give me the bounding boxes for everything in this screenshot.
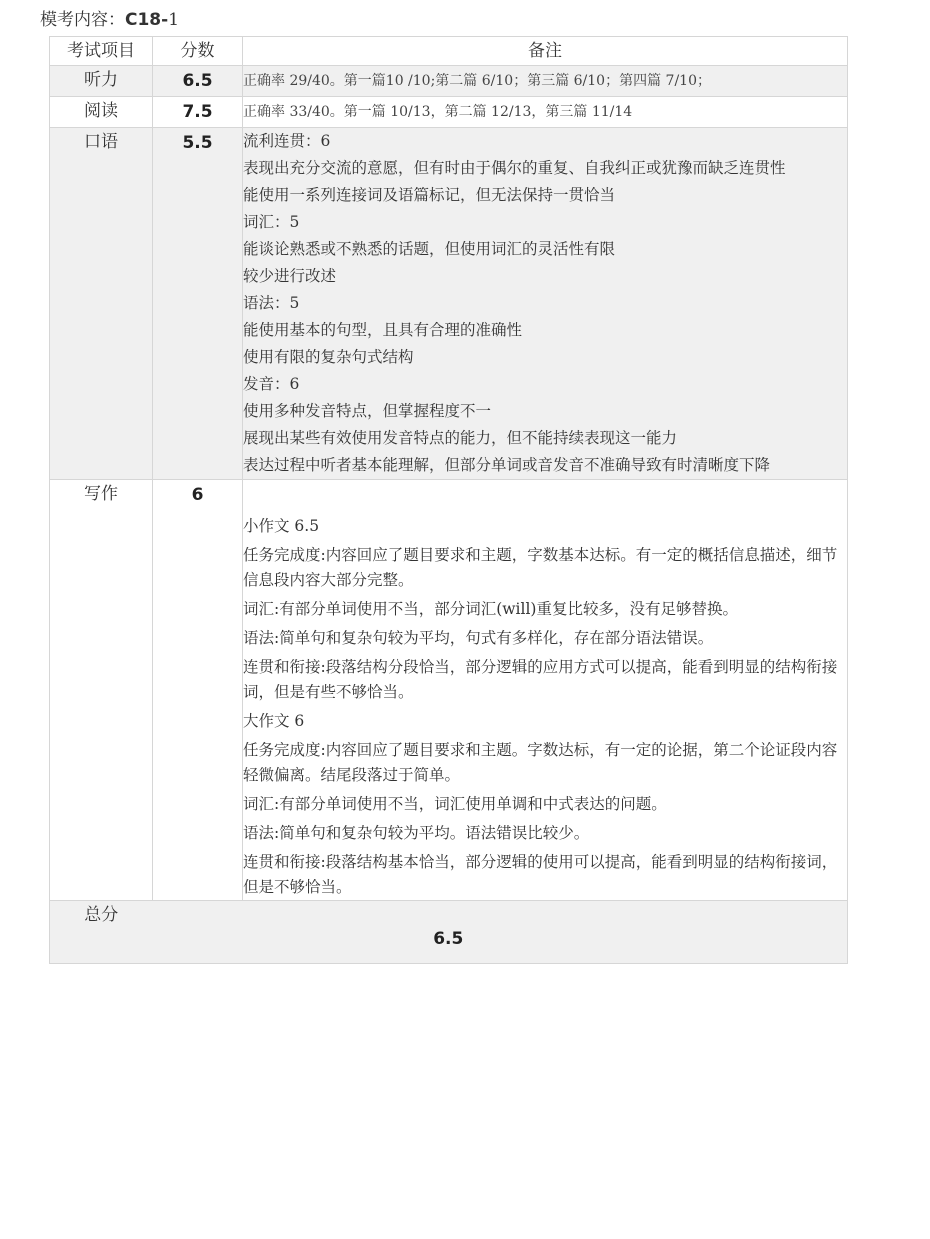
speaking-note-line: 较少进行改述 [243, 267, 337, 285]
speaking-notes [243, 128, 848, 480]
writing-note-line: 任务完成度:内容回应了题目要求和主题。字数达标，有一定的论据，第二个论证段内容轻微偏离。结尾段落过于简单。 [243, 741, 838, 784]
reading-score: 7.5 [153, 97, 243, 128]
speaking-note-line: 使用多种发音特点，但掌握程度不一 [243, 402, 492, 420]
writing-notes [243, 480, 848, 901]
speaking-note-line: 能使用一系列连接词及语篇标记，但无法保持一贯恰当 [243, 186, 616, 204]
listening-row [50, 66, 848, 97]
speaking-note-line: 展现出某些有效使用发音特点的能力，但不能持续表现这一能力 [243, 429, 678, 447]
speaking-score: 5.5 [153, 128, 243, 480]
header-row [50, 37, 848, 66]
speaking-row [50, 128, 848, 480]
writing-row [50, 480, 848, 901]
speaking-note-line: 能使用基本的句型，且具有合理的准确性 [243, 321, 523, 339]
title-label: 模考内容： [40, 10, 125, 30]
title-code: C18- [125, 10, 169, 30]
total-score-cell [153, 901, 848, 964]
listening-score: 6.5 [153, 66, 243, 97]
header-item: 考试项目 [50, 37, 153, 66]
speaking-note-line: 词汇：5 [243, 213, 300, 231]
speaking-note-line: 表达过程中听者基本能理解，但部分单词或音发音不准确导致有时清晰度下降 [243, 456, 771, 474]
writing-score: 6 [153, 480, 243, 901]
listening-item: 听力 [50, 66, 153, 97]
speaking-note-line: 能谈论熟悉或不熟悉的话题，但使用词汇的灵活性有限 [243, 240, 616, 258]
writing-note-line: 小作文 6.5 [243, 517, 320, 535]
speaking-note-line: 表现出充分交流的意愿，但有时由于偶尔的重复、自我纠正或犹豫而缺乏连贯性 [243, 159, 786, 177]
reading-item: 阅读 [50, 97, 153, 128]
speaking-note-line: 发音：6 [243, 375, 300, 393]
score-table [49, 36, 848, 964]
speaking-item: 口语 [50, 128, 153, 480]
reading-note: 正确率 33/40。第一篇 10/13，第二篇 12/13，第三篇 11/14 [243, 97, 848, 128]
writing-note-line: 词汇:有部分单词使用不当，部分词汇(will)重复比较多，没有足够替换。 [243, 600, 738, 618]
writing-note-line: 任务完成度:内容回应了题目要求和主题，字数基本达标。有一定的概括信息描述，细节信息段内容大部分完整。 [243, 546, 838, 589]
total-label: 总分 [50, 901, 153, 964]
writing-note-line: 大作文 6 [243, 712, 305, 730]
header-score: 分数 [153, 37, 243, 66]
total-score: 6.5 [433, 929, 464, 949]
writing-note-line: 连贯和衔接:段落结构分段恰当，部分逻辑的应用方式可以提高，能看到明显的结构衔接词，但是有些不够恰当。 [243, 658, 838, 701]
writing-note-line: 语法:简单句和复杂句较为平均，句式有多样化，存在部分语法错误。 [243, 629, 714, 647]
title-num: 1 [168, 10, 180, 30]
writing-note-line: 语法:简单句和复杂句较为平均。语法错误比较少。 [243, 824, 590, 842]
reading-row [50, 97, 848, 128]
writing-item: 写作 [50, 480, 153, 901]
writing-note-line: 连贯和衔接:段落结构基本恰当，部分逻辑的使用可以提高，能看到明显的结构衔接词，但是不够恰当。 [243, 853, 838, 896]
writing-note-line: 词汇:有部分单词使用不当，词汇使用单调和中式表达的问题。 [243, 795, 667, 813]
speaking-note-line: 流利连贯：6 [243, 132, 331, 150]
listening-note: 正确率 29/40。第一篇10 /10;第二篇 6/10；第三篇 6/10；第四篇 7/10； [243, 66, 848, 97]
speaking-note-line: 使用有限的复杂句式结构 [243, 348, 414, 366]
speaking-note-line: 语法：5 [243, 294, 300, 312]
header-notes: 备注 [243, 37, 848, 66]
page-title [40, 8, 179, 32]
total-row [50, 901, 848, 964]
